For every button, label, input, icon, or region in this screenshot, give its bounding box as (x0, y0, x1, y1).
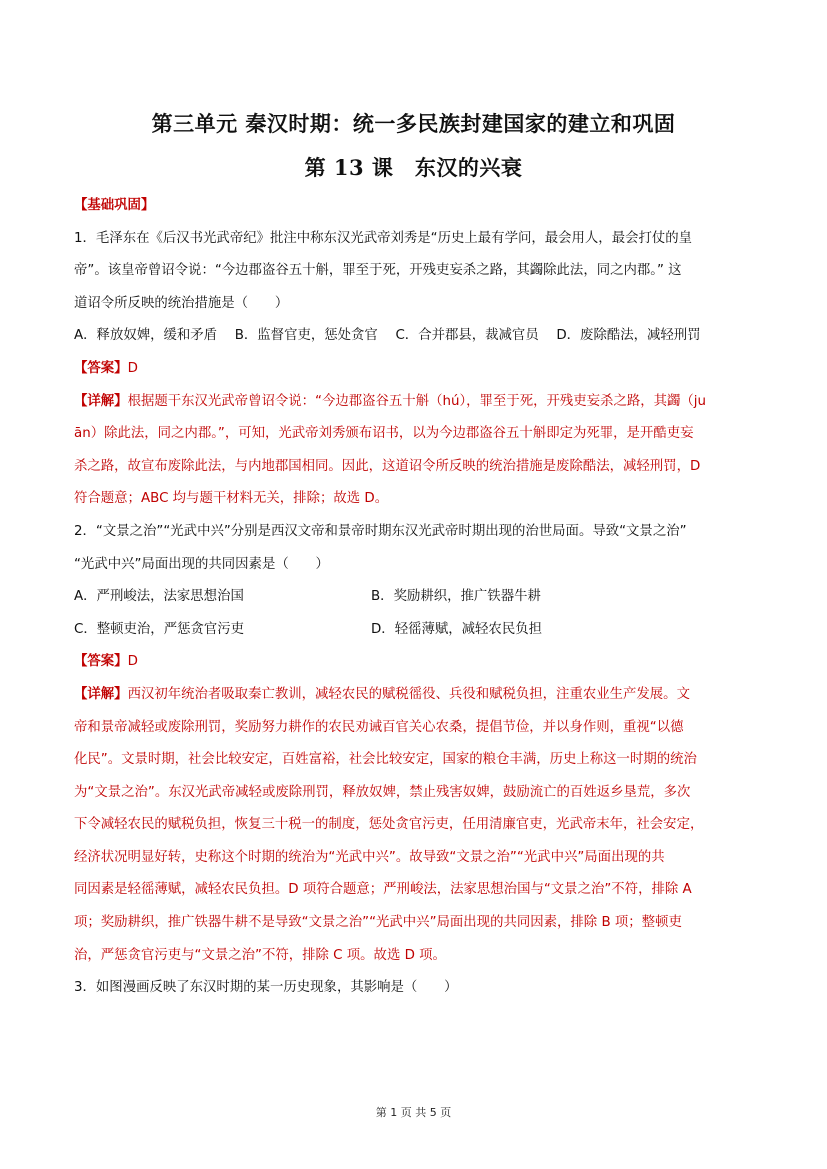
answer-label: 【答案】 (74, 360, 128, 376)
q2-detail-line: 下令减轻农民的赋税负担，恢复三十税一的制度，惩处贪官污吏，任用清廉官吏，光武帝末年，社会安定， (74, 817, 704, 833)
q2-option-a: A．严刑峻法，法家思想治国 (74, 589, 244, 605)
q2-line: 2．“文景之治”“光武中兴”分别是西汉文帝和景帝时期东汉光武帝时期出现的治世局面。导致“文景之治” (74, 523, 687, 539)
q2-answer (74, 646, 754, 679)
detail-label: 【详解】 (74, 393, 128, 409)
q2-option-c: C．整顿吏治，严惩贪官污吏 (74, 621, 245, 637)
detail-label: 【详解】 (74, 686, 128, 702)
q1-line: 道诏令所反映的统治措施是（ ） (74, 295, 289, 311)
q2-detail-line (74, 679, 754, 712)
q1-options: A．释放奴婢，缓和矛盾 B．监督官吏，惩处贪官 C．合并郡县，裁减官员 D．废除酷法，减轻刑罚 (74, 328, 701, 344)
q2-detail-line: 经济状况明显好转，史称这个时期的统治为“光武中兴”。故导致“文景之治”“光武中兴”局面出现的共 (74, 849, 665, 865)
detail-text: 根据题干东汉光武帝曾诏令说：“今边郡盗谷五十斛（hú），罪至于死，开残吏妄杀之路，其蠲（ju (127, 393, 706, 409)
q1-detail-line: 杀之路，故宣布废除此法，与内地郡国相同。因此，这道诏令所反映的统治措施是废除酷法，减轻刑罚，D (74, 458, 701, 474)
q1-line: 1．毛泽东在《后汉书光武帝纪》批注中称东汉光武帝刘秀是“历史上最有学问，最会用人，最会打仗的皇 (74, 230, 693, 246)
section-label: 【基础巩固】 (74, 198, 155, 213)
q2-options-row (74, 581, 754, 614)
q1-answer (74, 353, 754, 386)
answer-label: 【答案】 (74, 654, 128, 670)
answer-value: D (127, 360, 138, 376)
q1-detail-line: ān）除此法，同之内郡。”，可知，光武帝刘秀颁布诏书，以为今边郡盗谷五十斛即定为死罪，是开酷吏妄 (74, 426, 694, 442)
q2-detail-line: 治，严惩贪官污吏与“文景之治”不符，排除 C 项。故选 D 项。 (74, 947, 446, 963)
q2-detail-line: 为“文景之治”。东汉光武帝减轻或废除刑罚，释放奴婢，禁止残害奴婢，鼓励流亡的百姓返乡垦荒，多次 (74, 784, 691, 800)
lesson-title: 第 13 课 东汉的兴衰 (304, 155, 523, 180)
unit-title: 第三单元 秦汉时期：统一多民族封建国家的建立和巩固 (151, 111, 676, 136)
detail-text: 西汉初年统治者吸取秦亡教训，减轻农民的赋税徭役、兵役和赋税负担，注重农业生产发展。文 (127, 686, 690, 702)
q3-line: 3．如图漫画反映了东汉时期的某一历史现象，其影响是（ ） (74, 980, 458, 996)
content-body (74, 190, 754, 1005)
q2-detail-line: 化民”。文景时期，社会比较安定，百姓富裕，社会比较安定，国家的粮仓丰满，历史上称这一时期的统治 (74, 752, 697, 768)
q2-options-row (74, 614, 754, 647)
q2-line: “光武中兴”局面出现的共同因素是（ ） (74, 556, 329, 572)
q1-detail-line: 符合题意；ABC 均与题干材料无关，排除；故选 D。 (74, 491, 389, 507)
q2-detail-line: 项；奖励耕织，推广铁器牛耕不是导致“文景之治”“光武中兴”局面出现的共同因素，排除 B 项；整顿吏 (74, 915, 682, 931)
q2-detail-line: 帝和景帝减轻或废除刑罚，奖励努力耕作的农民劝诫百官关心农桑，提倡节俭，并以身作则，重视“以德 (74, 719, 684, 735)
q2-detail-line: 同因素是轻徭薄赋，减轻农民负担。D 项符合题意；严刑峻法，法家思想治国与“文景之治”不符，排除 A (74, 882, 692, 898)
q1-detail-line (74, 386, 754, 419)
answer-value: D (127, 654, 138, 670)
page-footer: 第 1 页 共 5 页 (375, 1106, 452, 1119)
q2-option-b: B．奖励耕织，推广铁器牛耕 (371, 589, 541, 605)
q2-option-d: D．轻徭薄赋，减轻农民负担 (371, 621, 542, 637)
q1-line: 帝”。该皇帝曾诏令说：“今边郡盗谷五十斛，罪至于死，开残吏妄杀之路，其蠲除此法，同之内郡。” 这 (74, 263, 682, 279)
